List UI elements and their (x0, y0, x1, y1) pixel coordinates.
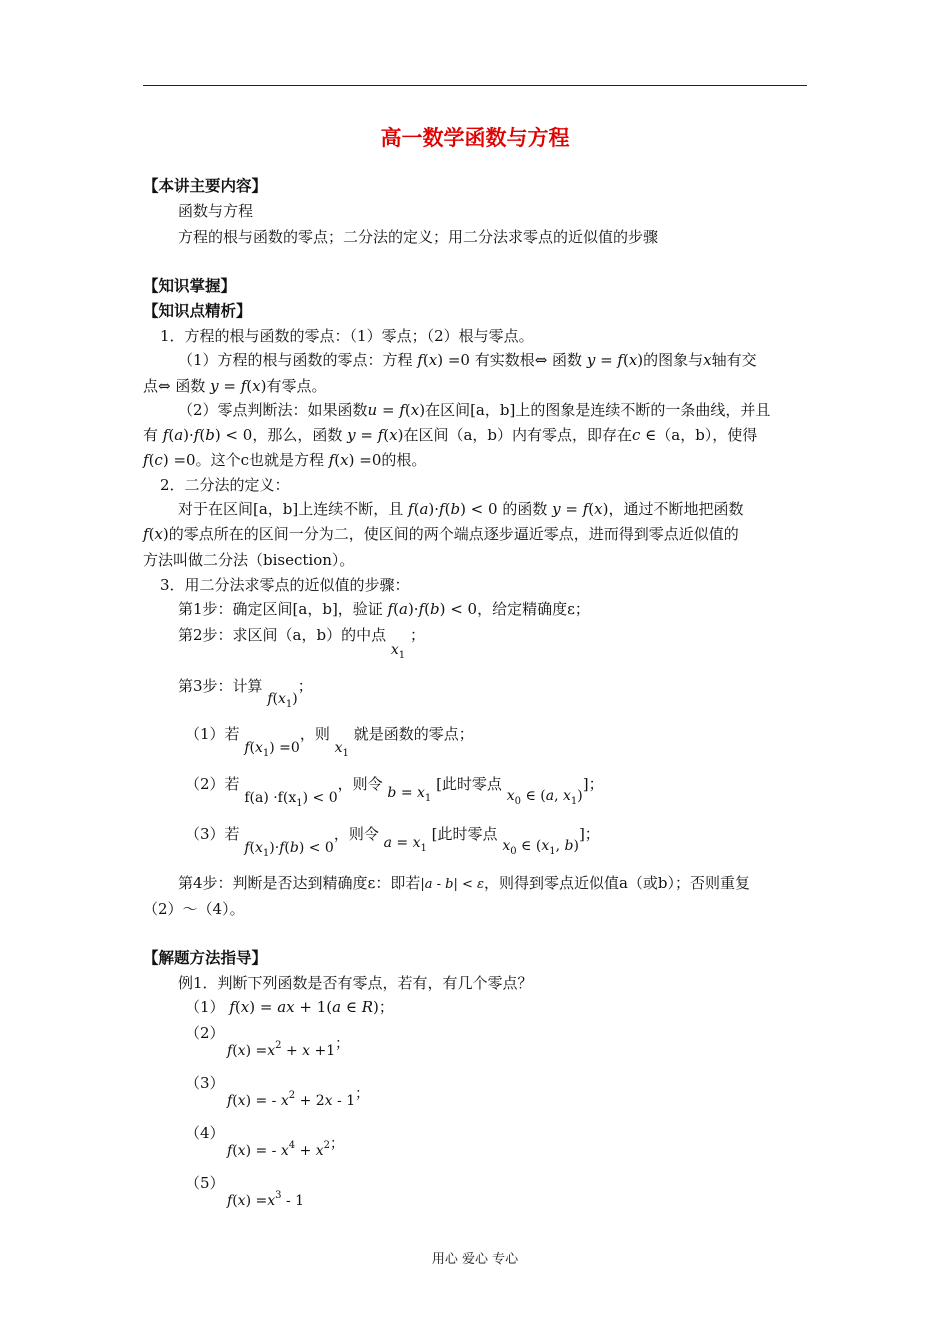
math-expr: f (143, 451, 149, 469)
example-item: （5） (185, 1174, 225, 1192)
paragraph-line: 点⇔ 函数 y = f(x)有零点。 (143, 377, 327, 395)
knowledge-points-heading: 【知识点精析】 (143, 302, 252, 320)
math-expr: f(x) = - $x^4 + x^2$； (227, 1136, 345, 1159)
math-expr: x (502, 838, 511, 854)
math-expr: x (506, 788, 515, 804)
knowledge-heading: 【知识掌握】 (143, 277, 237, 295)
point-2-heading: 2．二分法的定义： (160, 476, 290, 494)
step-2: 第2步：求区间（a，b）的中点 $x_1$ ； (178, 626, 425, 661)
math-expr: f (244, 740, 250, 756)
point-1-heading: 1．方程的根与函数的零点：（1）零点；（2）根与零点。 (160, 327, 534, 345)
page-footer: 用心 爱心 专心 (431, 1252, 519, 1267)
case-1: （1）若 $f(x_1) =0$，则 $x_1$ 就是函数的零点； (185, 725, 474, 759)
paragraph-line: 方法叫做二分法（bisection）。 (143, 551, 355, 569)
point-3-heading: 3．用二分法求零点的近似值的步骤： (160, 576, 410, 594)
main-content-line: 函数与方程 (178, 202, 254, 220)
math-expr: f (323, 451, 335, 469)
example-item: （3） (185, 1074, 225, 1092)
math-expr: x (334, 740, 343, 756)
paragraph-line: 有 f(a)·f(b) < 0，那么，函数 y = f(x)在区间（a，b）内有零点，即存在c ∈（a，b），使得 (143, 426, 758, 444)
step-4: 第4步：判断是否达到精确度ε：即若|a - b| < ε，则得到零点近似值a（或b）；否则重复 (178, 874, 750, 892)
example-item: （2） (185, 1024, 225, 1042)
math-expr: $f(a) \cdot f(x_1) < 0$ (244, 790, 338, 809)
math-expr: x (703, 351, 712, 369)
example-item: （1） f(x) = ax + 1(a ∈ R)； (185, 998, 394, 1016)
method-heading: 【解题方法指导】 (143, 949, 268, 967)
math-expr: f (244, 840, 250, 856)
math-expr: x (390, 642, 399, 658)
paragraph-line: f(c) =0。这个c也就是方程 f(x) =0的根。 (143, 451, 427, 469)
math-expr: f (158, 426, 169, 444)
math-expr: f (382, 600, 394, 618)
math-expr: f (143, 525, 149, 543)
math-expr: y (205, 377, 219, 395)
math-expr: f (229, 998, 235, 1016)
main-content-heading: 【本讲主要内容】 (143, 177, 268, 195)
math-expr: u (367, 401, 378, 419)
paragraph-line: （1）方程的根与函数的零点：方程 f(x) =0 有实数根⇔ 函数 y = f(x)的图象与x轴有交 (178, 351, 757, 369)
paragraph-line: f(x)的零点所在的区间一分为二，使区间的两个端点逐步逼近零点，进而得到零点近似值的 (143, 525, 739, 543)
math-expr: y (342, 426, 356, 444)
math-expr: |a - b| < ε (420, 877, 484, 892)
header-rule (143, 85, 807, 86)
step-4-cont: （2）～（4）。 (143, 900, 245, 918)
math-expr: f (403, 500, 414, 518)
math-expr: f (267, 691, 273, 707)
math-expr: b (387, 785, 397, 801)
math-expr: y (582, 351, 596, 369)
page-title: 高一数学函数与方程 (380, 125, 570, 150)
step-1: 第1步：确定区间[a，b]，验证 f(a)·f(b) < 0，给定精确度ε； (178, 600, 590, 618)
example-intro: 例1．判断下列函数是否有零点，若有，有几个零点？ (178, 974, 533, 992)
math-expr: a (383, 835, 392, 851)
case-3: （3）若 $f(x_1)\cdot f(b) < 0$，则令 $a = x_1$ [此时零点 $x_0$ ∈ ($x_1$, b)]； (185, 825, 600, 859)
math-expr: c (631, 426, 641, 444)
main-content-line: 方程的根与函数的零点；二分法的定义；用二分法求零点的近似值的步骤 (178, 228, 659, 246)
paragraph-line: 对于在区间[a，b]上连续不断，且 f(a)·f(b) < 0 的函数 y = f(x)，通过不断地把函数 (178, 500, 744, 518)
math-expr: $f(x) =x^3 - 1$ (227, 1190, 305, 1209)
math-expr: f(x) = - $x^2 + 2x - 1$； (227, 1086, 370, 1109)
math-expr: f (412, 351, 423, 369)
math-expr: y (547, 500, 561, 518)
example-item: （4） (185, 1124, 225, 1142)
step-3: 第3步：计算 $f(x_1)$； (178, 677, 313, 710)
case-2: （2）若 $f(a) \cdot f(x_1) < 0$，则令 $b = x_1$ [此时零点 $x_0$ ∈ (a, $x_1$)]； (185, 775, 604, 809)
math-expr: $f(x) =x^2 + x +1$； (227, 1036, 350, 1059)
paragraph-line: （2）零点判断法：如果函数u = f(x)在区间[a，b]上的图象是连续不断的一条曲线，并且 (178, 401, 771, 419)
